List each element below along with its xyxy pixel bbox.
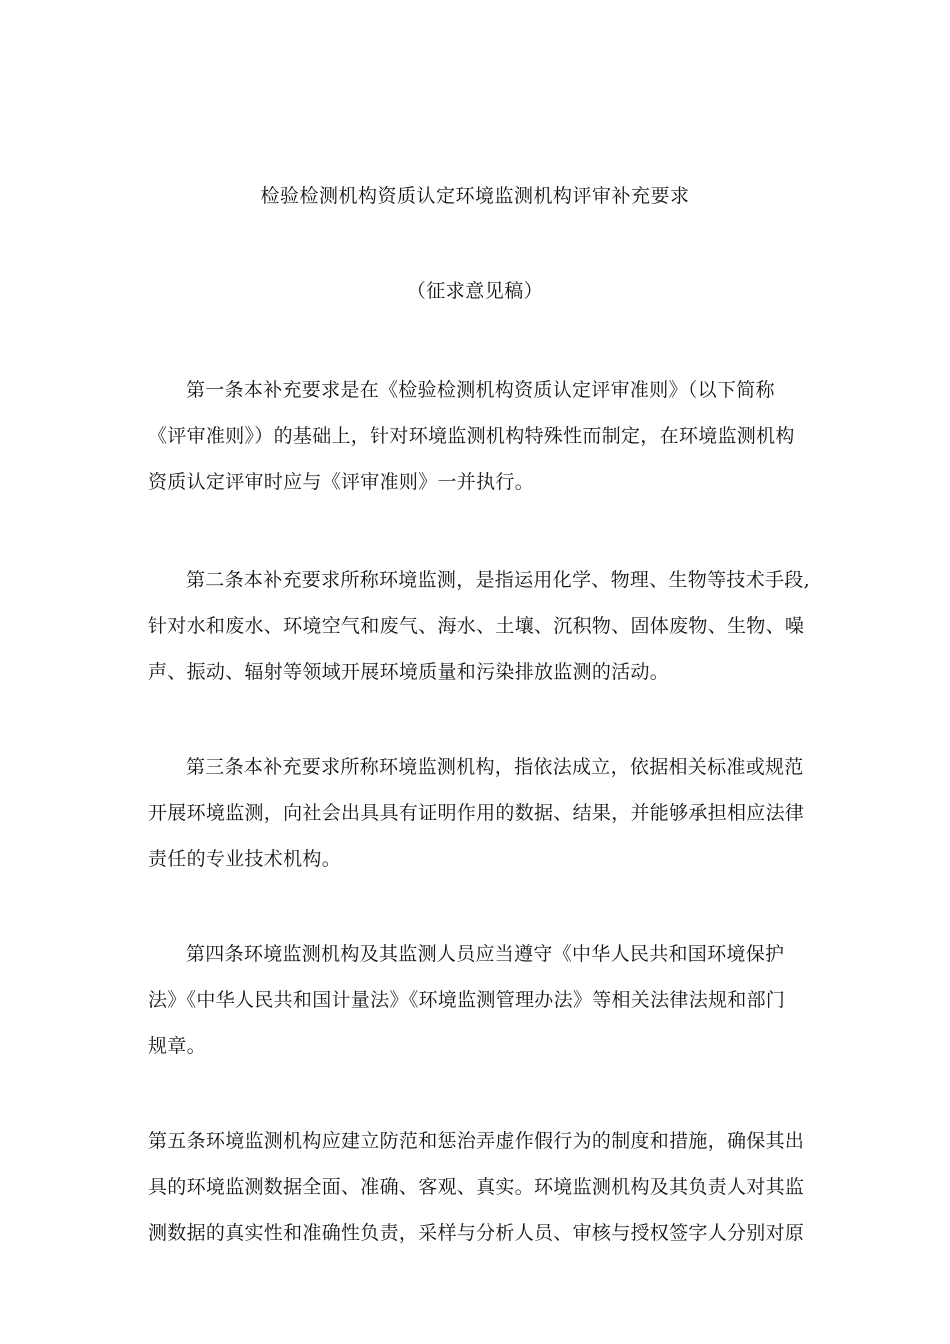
article-5-line-1: 第五条环境监测机构应建立防范和惩治弄虚作假行为的制度和措施，确保其出 (148, 1130, 805, 1152)
article-3-line-2: 开展环境监测，向社会出具具有证明作用的数据、结果，并能够承担相应法律 (148, 802, 805, 824)
article-2 (148, 557, 810, 695)
article-1-line-2: 《评审准则》）的基础上，针对环境监测机构特殊性而制定，在环境监测机构 (148, 425, 795, 447)
article-1-line-3: 资质认定评审时应与《评审准则》一并执行。 (148, 471, 535, 493)
article-1 (148, 367, 803, 505)
article-4 (148, 931, 803, 1069)
article-5-line-3: 测数据的真实性和准确性负责，采样与分析人员、审核与授权签字人分别对原 (148, 1222, 805, 1244)
document-subtitle: （征求意见稿） (406, 280, 544, 302)
document-title: 检验检测机构资质认定环境监测机构评审补充要求 (260, 185, 690, 207)
article-2-line-1: 第二条本补充要求所称环境监测，是指运用化学、物理、生物等技术手段, (186, 569, 810, 591)
article-1-line-1: 第一条本补充要求是在《检验检测机构资质认定评审准则》（以下简称 (186, 379, 775, 401)
article-4-line-1: 第四条环境监测机构及其监测人员应当遵守《中华人民共和国环境保护 (186, 943, 785, 965)
article-4-line-3: 规章。 (148, 1035, 206, 1057)
article-2-line-2: 针对水和废水、环境空气和废气、海水、土壤、沉积物、固体废物、生物、噪 (148, 615, 805, 637)
article-5 (148, 1118, 803, 1256)
article-3-line-3: 责任的专业技术机构。 (148, 848, 342, 870)
article-4-line-2: 法》《中华人民共和国计量法》《环境监测管理办法》等相关法律法规和部门 (148, 989, 786, 1011)
article-3 (148, 744, 803, 882)
article-2-line-3: 声、振动、辐射等领域开展环境质量和污染排放监测的活动。 (148, 661, 670, 683)
article-5-line-2: 具的环境监测数据全面、准确、客观、真实。环境监测机构及其负责人对其监 (148, 1176, 805, 1198)
article-3-line-1: 第三条本补充要求所称环境监测机构，指依法成立，依据相关标准或规范 (186, 756, 804, 778)
